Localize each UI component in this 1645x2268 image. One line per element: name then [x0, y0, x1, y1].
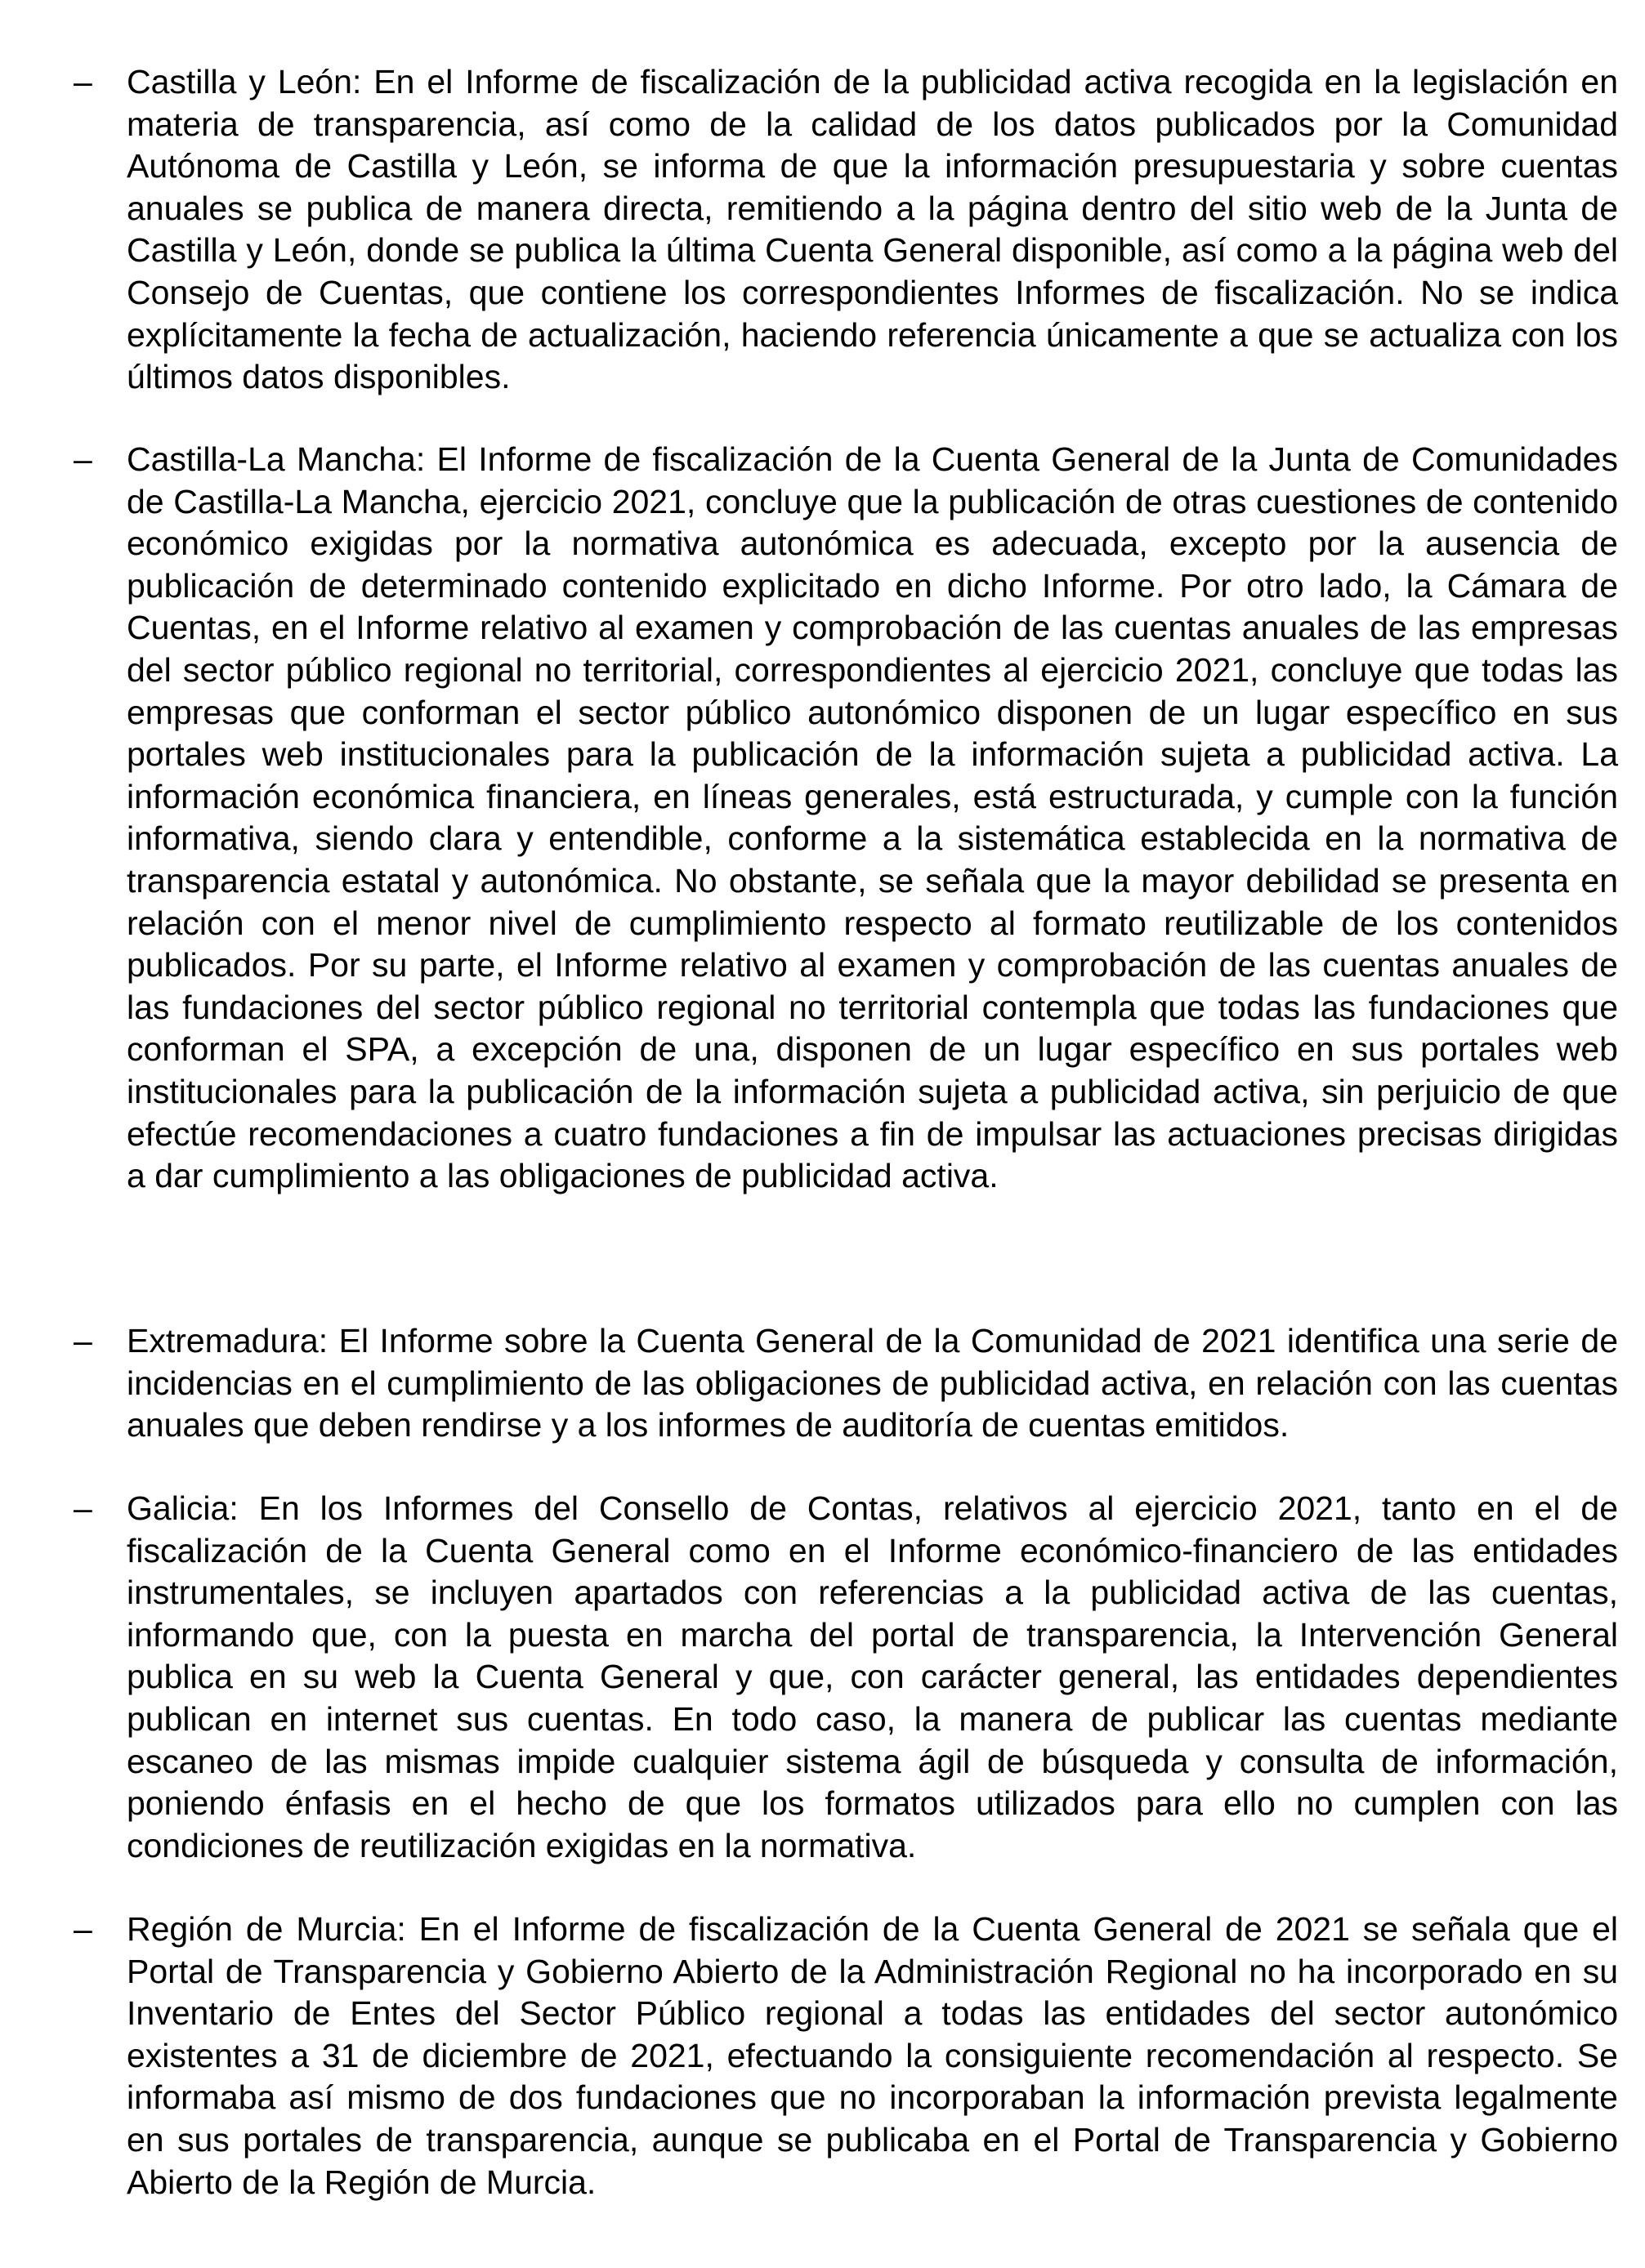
paragraph-extremadura: Extremadura: El Informe sobre la Cuenta General de la Comunidad de 2021 identifica una serie de incidencias en el cumplimiento de las obligaciones de publicidad activa, en relación con las cuentas anuales que deben rendirse y a los informes de auditoría de cuentas emitidos.: [127, 1322, 1618, 1444]
bullet-dash: –: [74, 1910, 92, 1948]
paragraph-galicia: Galicia: En los Informes del Consello de Contas, relativos al ejercicio 2021, tanto en el de fiscalización de la Cuenta General como en el Informe económico-financiero de las entidades instrumentales, se incluyen apartados con referencias a la publicidad activa de las cuentas, informando que, con la puesta en marcha del portal de transparencia, la Intervención General publica en su web la Cuenta General y que, con carácter general, las entidades dependientes publican en internet sus cuentas. En todo caso, la manera de publicar las cuentas mediante escaneo de las mismas impide cualquier sistema ágil de búsqueda y consulta de información, poniendo énfasis en el hecho de que los formatos utilizados para ello no cumplen con las condiciones de reutilización exigidas en la normativa.: [127, 1489, 1618, 1864]
paragraph-castilla-y-leon: Castilla y León: En el Informe de fiscalización de la publicidad activa recogida en la legislación en materia de transparencia, así como de la calidad de los datos publicados por la Comunidad Autónoma de Castilla y León, se informa de que la información presupuestaria y sobre cuentas anuales se publica de manera directa, remitiendo a la página dentro del sitio web de la Junta de Castilla y León, donde se publica la última Cuenta General disponible, así como a la página web del Consejo de Cuentas, que contiene los correspondientes Informes de fiscalización. No se indica explícitamente la fecha de actualización, haciendo referencia únicamente a que se actualiza con los últimos datos disponibles.: [127, 63, 1618, 396]
bullet-dash: –: [74, 440, 92, 478]
paragraph-castilla-la-mancha: Castilla-La Mancha: El Informe de fiscalización de la Cuenta General de la Junta de Comunidades de Castilla-La Mancha, ejercicio 2021, concluye que la publicación de otras cuestiones de contenido económico exigidas por la normativa autonómica es adecuada, excepto por la ausencia de publicación de determinado contenido explicitado en dicho Informe. Por otro lado, la Cámara de Cuentas, en el Informe relativo al examen y comprobación de las cuentas anuales de las empresas del sector público regional no territorial, correspondientes al ejercicio 2021, concluye que todas las empresas que conforman el sector público autonómico disponen de un lugar específico en sus portales web institucionales para la publicación de la información sujeta a publicidad activa. La información económica financiera, en líneas generales, está estructurada, y cumple con la función informativa, siendo clara y entendible, conforme a la sistemática establecida en la normativa de transparencia estatal y autonómica. No obstante, se señala que la mayor debilidad se presenta en relación con el menor nivel de cumplimiento respecto al formato reutilizable de los contenidos publicados. Por su parte, el Informe relativo al examen y comprobación de las cuentas anuales de las fundaciones del sector público regional no territorial contempla que todas las fundaciones que conforman el SPA, a excepción de una, disponen de un lugar específico en sus portales web institucionales para la publicación de la información sujeta a publicidad activa, sin perjuicio de que efectúe recomendaciones a cuatro fundaciones a fin de impulsar las actuaciones precisas dirigidas a dar cumplimiento a las obligaciones de publicidad activa.: [127, 440, 1618, 1195]
bullet-dash: –: [74, 1489, 92, 1527]
bullet-dash: –: [74, 1322, 92, 1359]
bullet-dash: –: [74, 63, 92, 100]
paragraph-region-de-murcia: Región de Murcia: En el Informe de fiscalización de la Cuenta General de 2021 se señala que el Portal de Transparencia y Gobierno Abierto de la Administración Regional no ha incorporado en su Inventario de Entes del Sector Público regional a todas las entidades del sector autonómico existentes a 31 de diciembre de 2021, efectuando la consiguiente recomendación al respecto. Se informaba así mismo de dos fundaciones que no incorporaban la información prevista legalmente en sus portales de transparencia, aunque se publicaba en el Portal de Transparencia y Gobierno Abierto de la Región de Murcia.: [127, 1910, 1618, 2201]
